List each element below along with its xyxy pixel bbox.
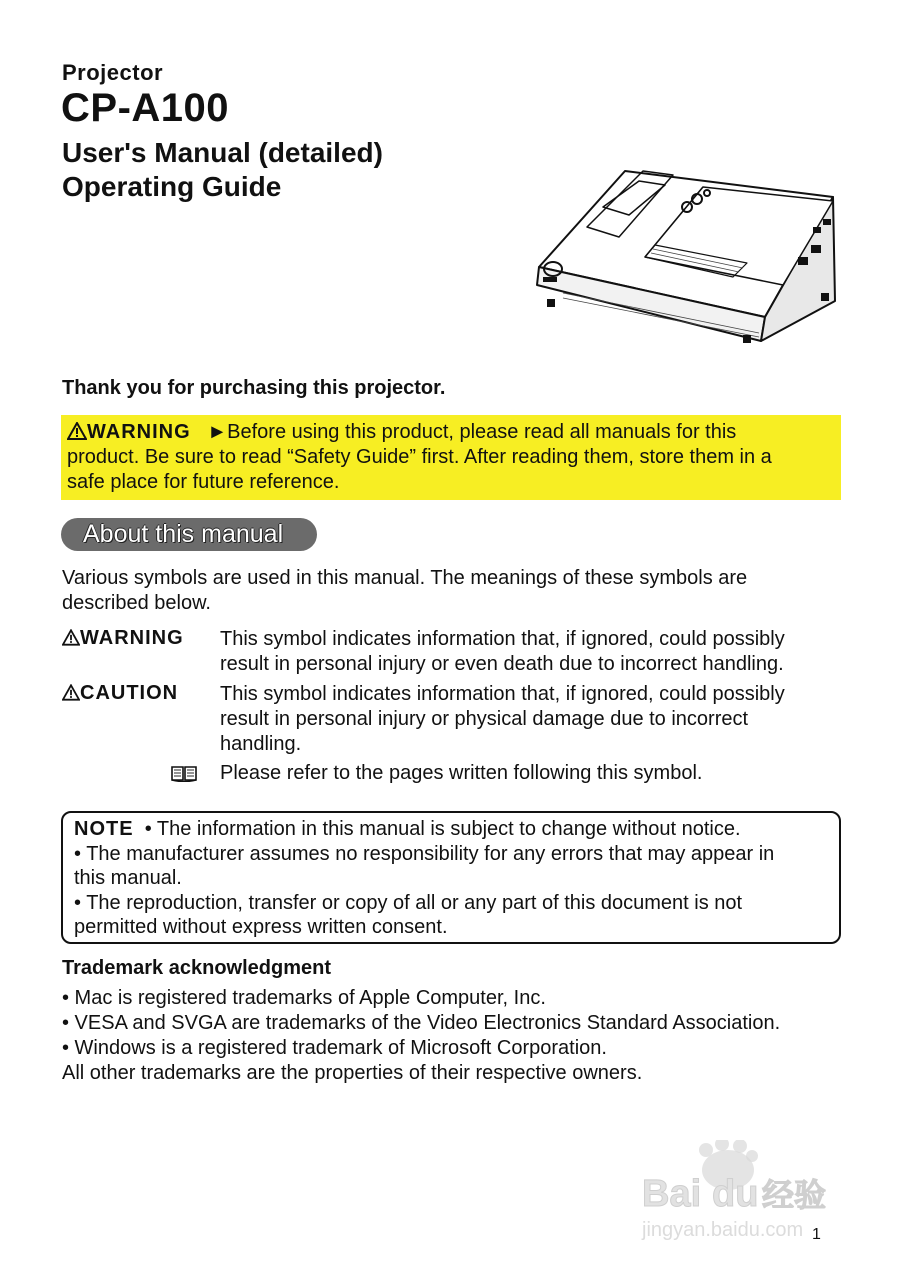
symbol-label-warning-text: WARNING (80, 627, 184, 649)
warning-triangle-icon (62, 629, 80, 646)
document-kicker: Projector (62, 60, 164, 85)
trademark-item: All other trademarks are the properties of their respective owners. (62, 1062, 643, 1084)
section-heading-about: About this manual (61, 518, 317, 551)
note-box (61, 811, 841, 944)
warning-banner (61, 415, 841, 500)
symbol-label-caution (62, 682, 178, 705)
warning-text-line1: ►Before using this product, please read all manuals for this (207, 421, 737, 443)
warning-text-line3: safe place for future reference. (67, 471, 340, 493)
symbol-desc-caution-line2: result in personal injury or physical damage due to incorrect (220, 708, 749, 730)
section-intro (62, 566, 842, 616)
symbol-desc-book: Please refer to the pages written following this symbol. (220, 762, 703, 784)
projector-illustration (533, 167, 843, 345)
svg-text:经验: 经验 (762, 1176, 827, 1214)
symbol-desc-warning (220, 627, 840, 677)
symbol-label-caution-text: CAUTION (80, 682, 179, 704)
svg-text:du: du (712, 1173, 759, 1215)
note-line4: • The reproduction, transfer or copy of all or any part of this document is not (74, 891, 743, 914)
model-title: CP-A100 (61, 86, 230, 130)
note-line2: • The manufacturer assumes no responsibility for any errors that may appear in (74, 842, 775, 865)
warning-triangle-icon (67, 422, 87, 440)
note-line3: this manual. (74, 867, 182, 889)
symbol-desc-caution-line1: This symbol indicates information that, if ignored, could possibly (220, 683, 785, 705)
warning-text-line2: product. Be sure to read “Safety Guide” first. After reading them, store them in a (67, 446, 772, 468)
intro-line2: described below. (62, 592, 211, 614)
symbol-desc-warning-line1: This symbol indicates information that, if ignored, could possibly (220, 628, 785, 650)
trademark-list (62, 986, 780, 1086)
manual-subtitle-line1: User's Manual (detailed) (62, 137, 383, 168)
trademark-heading: Trademark acknowledgment (62, 957, 331, 979)
trademark-item: • Windows is a registered trademark of Microsoft Corporation. (62, 1037, 607, 1059)
trademark-item: • Mac is registered trademarks of Apple Computer, Inc. (62, 987, 546, 1009)
symbol-desc-warning-line2: result in personal injury or even death due to incorrect handling. (220, 653, 784, 675)
thank-you-text: Thank you for purchasing this projector. (62, 377, 446, 399)
symbol-label-warning (62, 627, 184, 650)
note-tag: NOTE (74, 818, 134, 840)
watermark-url: jingyan.baidu.com (642, 1219, 804, 1241)
warning-tag: WARNING (87, 421, 191, 443)
symbol-desc-caution-line3: handling. (220, 733, 302, 755)
caution-triangle-icon (62, 684, 80, 701)
svg-text:Bai: Bai (642, 1173, 702, 1215)
note-line5: permitted without express written consent. (74, 916, 448, 938)
intro-line1: Various symbols are used in this manual. The meanings of these symbols are (62, 567, 748, 589)
note-line1: • The information in this manual is subject to change without notice. (144, 818, 741, 840)
page-number: 1 (812, 1226, 821, 1243)
manual-subtitle-line2: Operating Guide (62, 171, 282, 202)
baidu-watermark (640, 1140, 855, 1255)
symbol-desc-caution (220, 682, 840, 757)
trademark-item: • VESA and SVGA are trademarks of the Video Electronics Standard Association. (62, 1012, 781, 1034)
book-icon (170, 764, 198, 782)
